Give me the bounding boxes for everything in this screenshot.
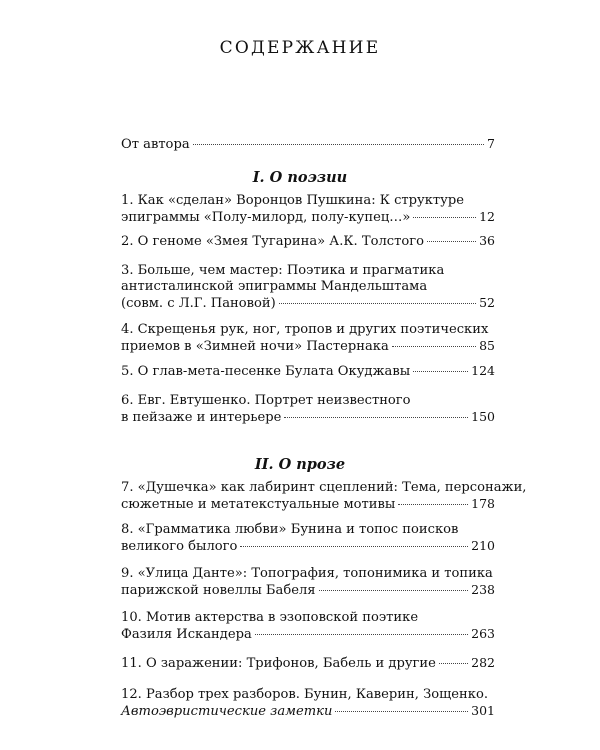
dot-leader (398, 504, 468, 505)
section-title-prose: II. О прозе (254, 456, 346, 473)
toc-entry-line: 7. «Душечка» как лабиринт сцеплений: Тема, персонажи, (121, 480, 527, 495)
toc-entry-line: в пейзаже и интерьере (121, 410, 282, 425)
toc-entry-intro[interactable] (121, 136, 495, 153)
toc-entry-line: 5. О глав-мета-песенке Булата Окуджавы (121, 364, 411, 379)
page-number: 36 (479, 233, 495, 248)
dot-leader (284, 417, 468, 418)
toc-entry-line: антисталинской эпиграммы Мандельштама (121, 279, 428, 294)
toc-entry-line: (совм. с Л.Г. Пановой) (121, 296, 276, 311)
dot-leader (193, 144, 484, 145)
dot-leader (427, 241, 476, 242)
toc-entry-title: От автора (121, 137, 190, 152)
toc-entry-line: 4. Скрещенья рук, ног, тропов и других поэтических (121, 322, 489, 337)
toc-entry-line: 1. Как «сделан» Воронцов Пушкина: К структуре (121, 193, 464, 208)
page-number: 52 (479, 295, 495, 310)
dot-leader (255, 634, 468, 635)
page-number: 263 (471, 626, 495, 641)
toc-entry-3[interactable] (121, 263, 495, 312)
toc-entry-line: сюжетные и метатекстуальные мотивы (121, 497, 396, 512)
toc-entry-line: 11. О заражении: Трифонов, Бабель и другие (121, 656, 436, 671)
page-number: 282 (471, 655, 495, 670)
toc-entry-4[interactable] (121, 322, 495, 355)
toc-entry-line: эпиграммы «Полу-милорд, полу-купец…» (121, 210, 411, 225)
toc-entry-line: 9. «Улица Данте»: Топография, топонимика и топика (121, 566, 493, 581)
page-number: 150 (471, 409, 495, 424)
toc-entry-7[interactable] (121, 480, 527, 513)
toc-entry-line: 2. О геноме «Змея Тугарина» А.К. Толстого (121, 234, 424, 249)
dot-leader (319, 590, 469, 591)
dot-leader (279, 303, 476, 304)
page-number: 178 (471, 496, 495, 511)
page-number: 12 (479, 209, 495, 224)
page-number: 7 (487, 136, 495, 151)
toc-entry-10[interactable] (121, 610, 495, 643)
dot-leader (335, 711, 468, 712)
toc-entry-5[interactable] (121, 363, 495, 380)
dot-leader (439, 663, 468, 664)
toc-entry-11[interactable] (121, 655, 495, 672)
toc-entry-line: Автоэвристические заметки (121, 704, 333, 719)
toc-entry-line: парижской новеллы Бабеля (121, 583, 316, 598)
toc-entry-line: великого былого (121, 539, 238, 554)
dot-leader (413, 371, 468, 372)
toc-entry-2[interactable] (121, 233, 495, 250)
page-number: 85 (479, 338, 495, 353)
toc-entry-12[interactable] (121, 687, 495, 720)
dot-leader (413, 217, 476, 218)
page-number: 238 (471, 582, 495, 597)
toc-entry-line: 6. Евг. Евтушенко. Портрет неизвестного (121, 393, 411, 408)
toc-entry-line: 10. Мотив актерства в эзоповской поэтике (121, 610, 419, 625)
toc-entry-line: 3. Больше, чем мастер: Поэтика и прагматика (121, 263, 445, 278)
section-title-poetry: I. О поэзии (252, 169, 348, 186)
page-number: 124 (471, 363, 495, 378)
page-title: СОДЕРЖАНИЕ (219, 38, 381, 58)
toc-entry-line: 12. Разбор трех разборов. Бунин, Каверин, Зощенко. (121, 687, 489, 702)
toc-entry-line: 8. «Грамматика любви» Бунина и топос поисков (121, 522, 459, 537)
toc-entry-9[interactable] (121, 566, 495, 599)
page-number: 210 (471, 538, 495, 553)
toc-entry-line: приемов в «Зимней ночи» Пастернака (121, 339, 389, 354)
dot-leader (240, 546, 468, 547)
toc-entry-1[interactable] (121, 193, 495, 226)
toc-entry-8[interactable] (121, 522, 495, 555)
toc-entry-line: Фазиля Искандера (121, 627, 252, 642)
toc-entry-6[interactable] (121, 393, 495, 426)
page-number: 301 (471, 703, 495, 718)
dot-leader (392, 346, 476, 347)
